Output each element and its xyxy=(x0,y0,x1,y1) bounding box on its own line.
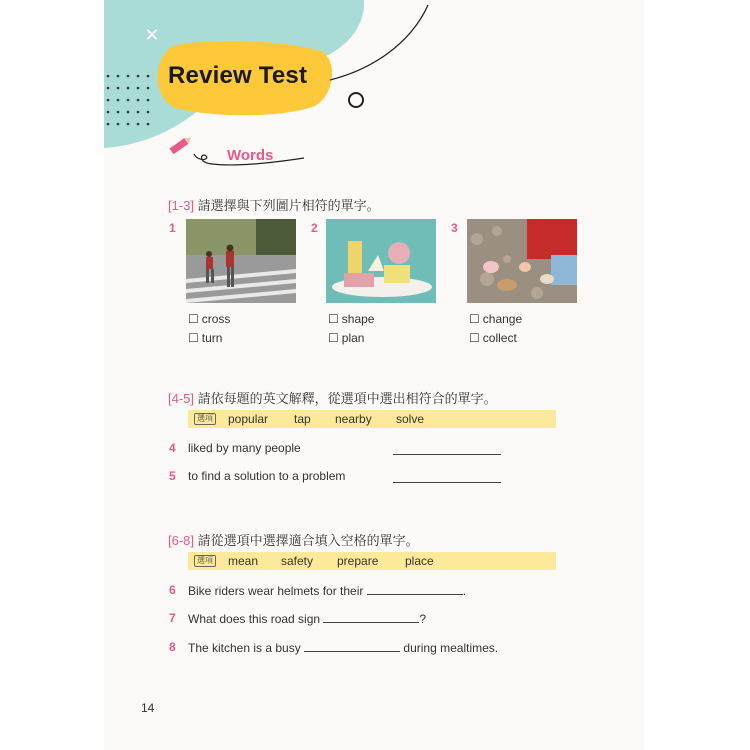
word-bank-item: mean xyxy=(228,554,259,568)
option-label: change xyxy=(482,312,523,326)
option-checkbox[interactable] xyxy=(469,331,517,345)
answer-blank[interactable] xyxy=(393,454,501,455)
checkbox-icon[interactable]: ☐ xyxy=(188,331,199,345)
question-text-before: Bike riders wear helmets for their xyxy=(188,584,364,598)
checkbox-icon[interactable]: ☐ xyxy=(469,312,480,326)
checkbox-icon[interactable]: ☐ xyxy=(328,331,339,345)
checkbox-icon[interactable]: ☐ xyxy=(469,331,480,345)
option-label: cross xyxy=(201,312,231,326)
photo-children-crossing xyxy=(186,219,296,303)
option-checkbox[interactable] xyxy=(188,312,230,326)
answer-blank[interactable] xyxy=(304,640,400,652)
question-text: to find a solution to a problem xyxy=(188,469,346,483)
swoosh-line xyxy=(300,0,440,90)
word-bank xyxy=(188,410,556,428)
question-number: 1 xyxy=(169,221,176,235)
word-bank xyxy=(188,552,556,570)
word-bank-item: nearby xyxy=(335,412,372,426)
section2-range: [4-5] xyxy=(168,391,195,406)
question-number: 3 xyxy=(451,221,458,235)
question-text-after: ? xyxy=(419,612,427,626)
section2-title xyxy=(168,388,497,407)
question-text-after: . xyxy=(462,584,467,598)
photo-geometric-shapes xyxy=(326,219,436,303)
section1-instruction: 請選擇與下列圖片相符的單字。 xyxy=(197,198,380,213)
question-number: 8 xyxy=(169,640,176,654)
checkbox-icon[interactable]: ☐ xyxy=(328,312,339,326)
word-bank-item: tap xyxy=(294,412,311,426)
question-text xyxy=(188,611,426,626)
option-checkbox[interactable] xyxy=(328,312,374,326)
option-label: collect xyxy=(482,331,517,345)
word-bank-item: popular xyxy=(228,412,269,426)
checkbox-icon[interactable]: ☐ xyxy=(188,312,199,326)
page-title: Review Test xyxy=(168,62,308,89)
section2-instruction: 請依每題的英文解釋，從選項中選出相符合的單字。 xyxy=(197,391,497,406)
option-label: shape xyxy=(341,312,375,326)
section3-range: [6-8] xyxy=(168,533,195,548)
question-number: 2 xyxy=(311,221,318,235)
question-text-before: What does this road sign xyxy=(188,612,321,626)
option-checkbox[interactable] xyxy=(188,331,222,345)
option-checkbox[interactable] xyxy=(469,312,522,326)
question-number: 5 xyxy=(169,469,176,483)
photo-collecting-stones xyxy=(467,219,577,303)
word-bank-tag: 選項 xyxy=(194,555,216,567)
option-checkbox[interactable] xyxy=(328,331,364,345)
close-icon: ✕ xyxy=(144,25,160,45)
option-label: plan xyxy=(341,331,365,345)
section3-title xyxy=(168,530,419,549)
question-text-before: The kitchen is a busy xyxy=(188,641,301,655)
word-bank-item: place xyxy=(405,554,434,568)
answer-blank[interactable] xyxy=(323,611,419,623)
answer-blank[interactable] xyxy=(393,482,501,483)
ring-icon xyxy=(348,92,364,108)
question-text-after: during mealtimes. xyxy=(403,641,499,655)
section1-range: [1-3] xyxy=(168,198,195,213)
word-bank-item: safety xyxy=(281,554,314,568)
word-bank-item: solve xyxy=(396,412,425,426)
question-number: 4 xyxy=(169,441,176,455)
question-text xyxy=(188,640,498,655)
section3-instruction: 請從選項中選擇適合填入空格的單字。 xyxy=(197,533,419,548)
page-number: 14 xyxy=(141,701,155,715)
word-bank-item: prepare xyxy=(337,554,379,568)
section1-title xyxy=(168,195,380,214)
option-label: turn xyxy=(201,331,223,345)
question-text: liked by many people xyxy=(188,441,301,455)
question-number: 6 xyxy=(169,583,176,597)
section-label-words: Words xyxy=(227,147,274,164)
question-text xyxy=(188,583,466,598)
question-number: 7 xyxy=(169,611,176,625)
answer-blank[interactable] xyxy=(367,583,463,595)
word-bank-tag: 選項 xyxy=(194,413,216,425)
